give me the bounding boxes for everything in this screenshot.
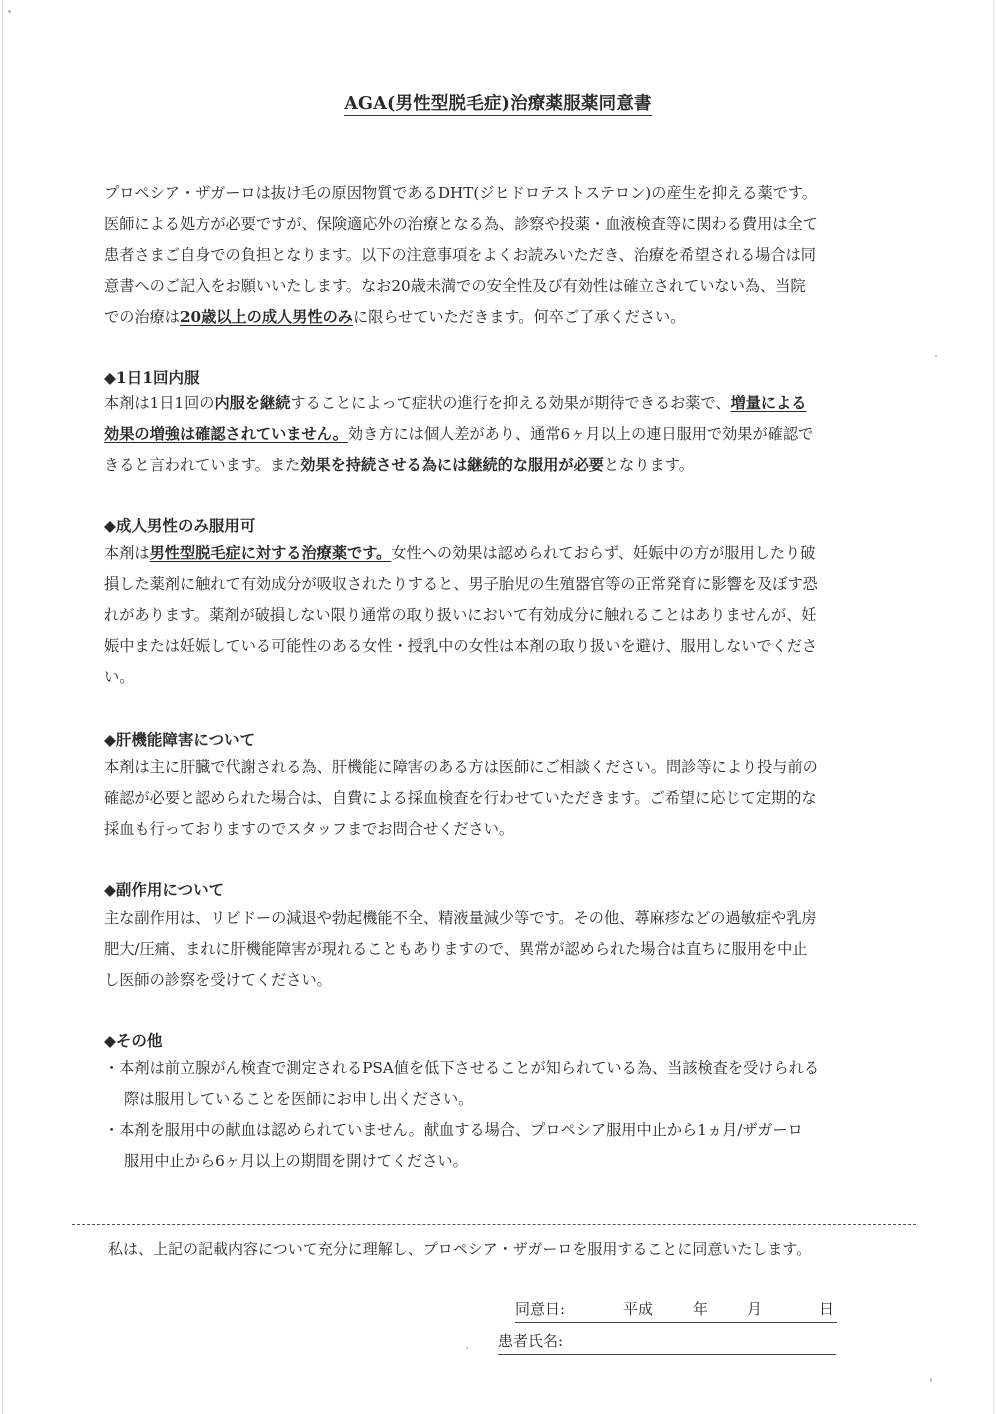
section-text: 本剤は1日1回の xyxy=(104,394,215,412)
bullet-item-blood-donation-cont: 服用中止から6ヶ月以上の期間を開けてください。 xyxy=(124,1152,468,1170)
date-label: 同意日: xyxy=(515,1300,566,1318)
intro-line: プロペシア・ザガーロは抜け毛の原因物質であるDHT(ジヒドロテストステロン)の産生を抑える薬です。 xyxy=(104,184,818,202)
section-line xyxy=(104,450,946,481)
section-line xyxy=(104,538,946,569)
section-line: 確認が必要と認められた場合は、自費による採血検査を行わせていただきます。ご希望に応じて定期的な xyxy=(104,789,817,807)
section-text: 本剤は xyxy=(104,544,150,562)
intro-text: での治療は xyxy=(104,308,180,326)
section-underlined-text: 増量による xyxy=(730,394,807,412)
title-text: AGA(男性型脱毛症)治療薬服薬同意書 xyxy=(344,94,652,114)
section-line: 主な副作用は、リビドーの減退や勃起機能不全、精液量減少等です。その他、蕁麻疹などの過敏症や乳房 xyxy=(104,909,817,927)
section-line xyxy=(104,388,946,419)
section-text: きると言われています。また xyxy=(104,456,301,474)
section-line: 本剤は主に肝臓で代謝される為、肝機能に障害のある方は医師にご相談ください。問診等により投与前の xyxy=(104,758,818,776)
intro-line: 医師による処方が必要ですが、保険適応外の治療となる為、診察や投薬・血液検査等に関わる費用は全て xyxy=(104,215,818,233)
date-month-label: 月 xyxy=(747,1300,763,1318)
section-body-daily-dose xyxy=(104,388,946,481)
section-heading-daily-dose: ◆1日1回内服 xyxy=(104,368,200,387)
section-text: となります。 xyxy=(603,456,694,474)
section-line: 損した薬剤に触れて有効成分が吸収されたりすると、男子胎児の生殖器官等の正常発育に影響を及ぼす恐 xyxy=(104,575,818,593)
scan-border-left xyxy=(2,0,3,1414)
consent-statement: 私は、上記の記載内容について充分に理解し、プロペシア・ザガーロを服用することに同意いたします。 xyxy=(108,1240,812,1258)
consent-date-field[interactable] xyxy=(515,1298,837,1323)
section-heading-adult-male-only: ◆成人男性のみ服用可 xyxy=(104,516,256,535)
date-day-label: 日 xyxy=(819,1300,835,1318)
section-bold-text: 内服を継続 xyxy=(214,394,291,412)
section-text: 効き方には個人差があり、通常6ヶ月以上の連日服用で効果が確認で xyxy=(347,425,814,443)
section-line: れがあります。薬剤が破損しない限り通常の取り扱いにおいて有効成分に触れることはありませんが、妊 xyxy=(104,606,817,624)
scan-speck xyxy=(8,10,11,13)
section-text: 女性への効果は認められておらず、妊娠中の方が服用したり破 xyxy=(391,544,816,562)
patient-name-field[interactable] xyxy=(498,1330,836,1355)
intro-line: 患者さまご自身での負担となります。以下の注意事項をよくお読みいただき、治療を希望される場合は同 xyxy=(104,246,816,264)
date-era: 平成 xyxy=(623,1300,654,1318)
section-body-adult-male-only xyxy=(104,538,946,693)
section-heading-liver-function: ◆肝機能障害について xyxy=(104,730,256,749)
section-line: し医師の診察を受けてください。 xyxy=(104,971,332,989)
intro-text: に限らせていただきます。何卒ご了承ください。 xyxy=(352,308,686,326)
section-body-other xyxy=(104,1053,954,1177)
bullet-item-blood-donation: ・本剤を服用中の献血は認められていません。献血する場合、プロペシア服用中止から1ヵ月/ザガーロ xyxy=(104,1121,803,1139)
section-body-side-effects xyxy=(104,903,946,996)
intro-line: 意書へのご記入をお願いいたします。なお20歳未満での安全性及び有効性は確立されていない為、当院 xyxy=(104,277,806,295)
section-bold-text: 効果を持続させる為には継続的な服用が必要 xyxy=(300,456,604,474)
section-line xyxy=(104,419,946,450)
bullet-item-psa: ・本剤は前立腺がん検査で測定されるPSA値を低下させることが知られている為、当該検査を受けられる xyxy=(104,1059,820,1077)
section-heading-other: ◆その他 xyxy=(104,1031,163,1050)
section-line: 肥大/圧痛、まれに肝機能障害が現れることもありますので、異常が認められた場合は直ちに服用を中止 xyxy=(104,940,808,958)
section-body-liver-function xyxy=(104,752,946,845)
scan-speck xyxy=(935,355,937,357)
bullet-item-psa-cont: 際は服用していることを医師にお申し出ください。 xyxy=(124,1090,474,1108)
scan-speck xyxy=(466,1347,468,1349)
section-text: することによって症状の進行を抑える効果が期待できるお薬で、 xyxy=(290,394,731,412)
scan-speck xyxy=(930,1378,932,1382)
section-underlined-text: 効果の増強は確認されていません。 xyxy=(104,425,348,443)
document-title xyxy=(0,90,996,115)
scan-border-right xyxy=(993,0,994,1414)
intro-line xyxy=(104,302,946,333)
date-year-label: 年 xyxy=(693,1300,709,1318)
section-line: い。 xyxy=(104,668,135,686)
section-line: 採血も行っておりますのでスタッフまでお問合せください。 xyxy=(104,820,515,838)
patient-name-label: 患者氏名: xyxy=(498,1332,564,1350)
section-underlined-text: 男性型脱毛症に対する治療薬です。 xyxy=(149,544,392,562)
intro-underlined-text: 20歳以上の成人男性のみ xyxy=(179,308,353,326)
cut-line-divider xyxy=(72,1224,916,1225)
intro-paragraph xyxy=(104,178,946,333)
section-line: 娠中または妊娠している可能性のある女性・授乳中の女性は本剤の取り扱いを避け、服用しないでくださ xyxy=(104,637,818,655)
section-heading-side-effects: ◆副作用について xyxy=(104,880,225,899)
